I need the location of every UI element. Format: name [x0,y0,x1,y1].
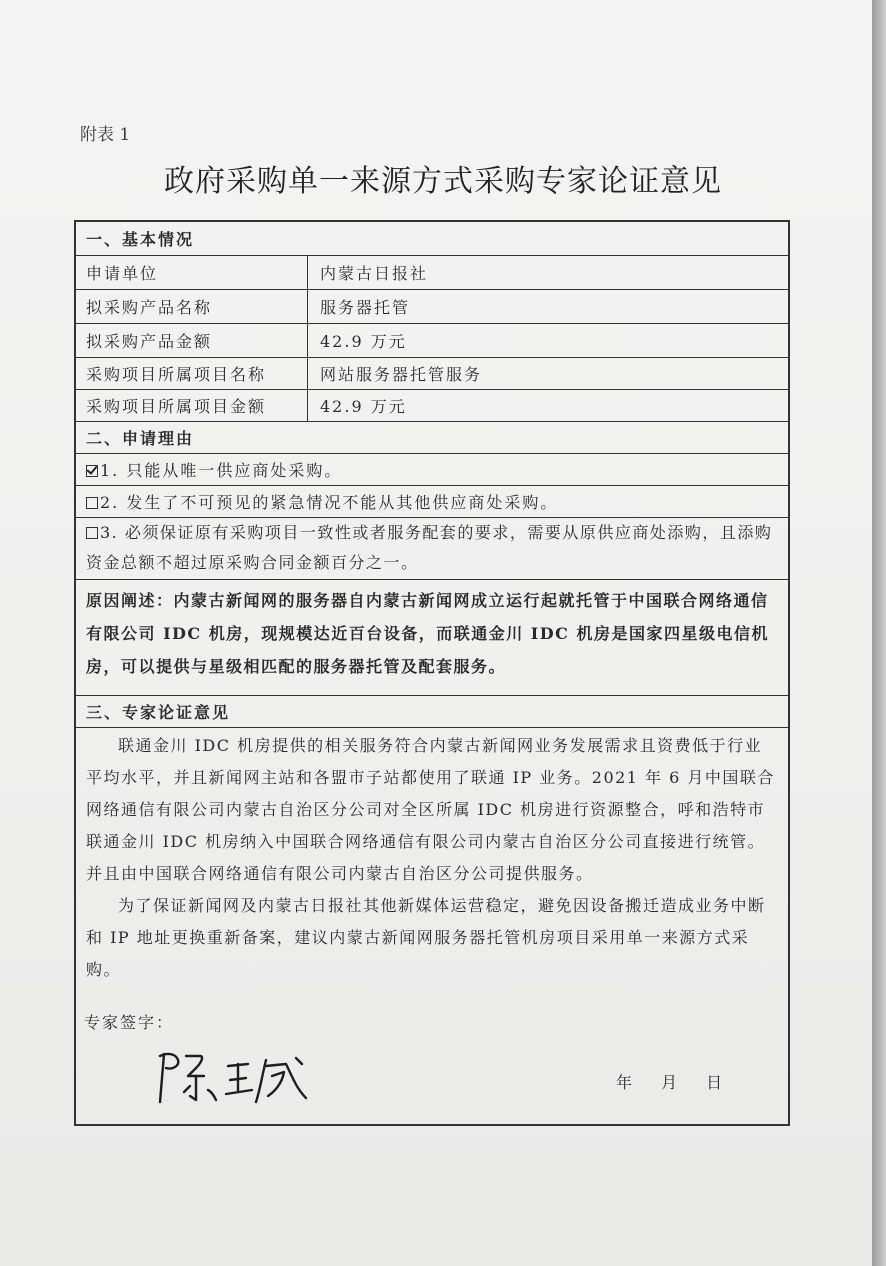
basic-row [76,290,788,324]
row-value: 网站服务器托管服务 [320,365,483,384]
row-value: 服务器托管 [320,298,411,317]
option-text: 2. 发生了不可预见的紧急情况不能从其他供应商处采购。 [100,493,559,512]
row-value: 42.9 万元 [320,397,407,416]
argument-form [74,220,790,1126]
row-value: 内蒙古日报社 [320,264,429,283]
reason-statement [76,580,788,696]
reason-text: 原因阐述：内蒙古新闻网的服务器自内蒙古新闻网成立运行起就托管于中国联合网络通信有限公司 IDC 机房，现规模达近百台设备，而联通金川 IDC 机房是国家四星级电信机房，可以提供与星级相匹配的服务器托管及配套服务。 [86,591,769,676]
document-title: 政府采购单一来源方式采购专家论证意见 [164,164,722,199]
checked-box-icon [86,465,98,477]
opinion-paragraph: 联通金川 IDC 机房提供的相关服务符合内蒙古新闻网业务发展需求且资费低于行业平均水平，并且新闻网主站和各盟市子站都使用了联通 IP 业务。2021 年 6 月中国联合网络通信有限公司内蒙古自治区分公司对全区所属 IDC 机房进行资源整合，呼和浩特市联通金川 IDC 机房纳入中国联合网络通信有限公司内蒙古自治区分公司直接进行统管。并且由中国联合网络通信有限公司内蒙古自治区分公司提供服务。 [86,736,775,883]
section-basic-heading: 一、基本情况 [76,222,788,256]
date-field: 年 月 日 [616,1073,725,1092]
row-label: 拟采购产品名称 [76,290,308,323]
basic-row [76,256,788,290]
row-label: 采购项目所属项目金额 [76,390,308,421]
unchecked-box-icon [86,497,98,509]
reason-option [76,486,788,518]
option-text: 3. 必须保证原有采购项目一致性或者服务配套的要求，需要从原供应商处添购，且添购资金总额不超过原采购合同金额百分之一。 [86,523,773,572]
basic-row [76,324,788,358]
row-label: 拟采购产品金额 [76,324,308,357]
basic-row [76,390,788,422]
row-label: 采购项目所属项目名称 [76,358,308,389]
row-label: 申请单位 [76,256,308,289]
option-text: 1. 只能从唯一供应商处采购。 [100,461,343,480]
expert-sign-label: 专家签字： [84,1013,175,1032]
unchecked-box-icon [86,527,98,539]
section-expert-heading: 三、专家论证意见 [76,696,788,728]
basic-row [76,358,788,390]
reason-option [76,454,788,486]
handwritten-signature [156,1046,316,1110]
section-reason-heading: 二、申请理由 [76,422,788,454]
opinion-paragraph: 为了保证新闻网及内蒙古日报社其他新媒体运营稳定，避免因设备搬迁造成业务中断和 IP 地址更换重新备案，建议内蒙古新闻网服务器托管机房项目采用单一来源方式采购。 [86,896,766,979]
appendix-label: 附表 1 [80,125,131,145]
reason-option [76,518,788,580]
row-value: 42.9 万元 [320,332,407,351]
expert-opinion [76,728,788,1126]
